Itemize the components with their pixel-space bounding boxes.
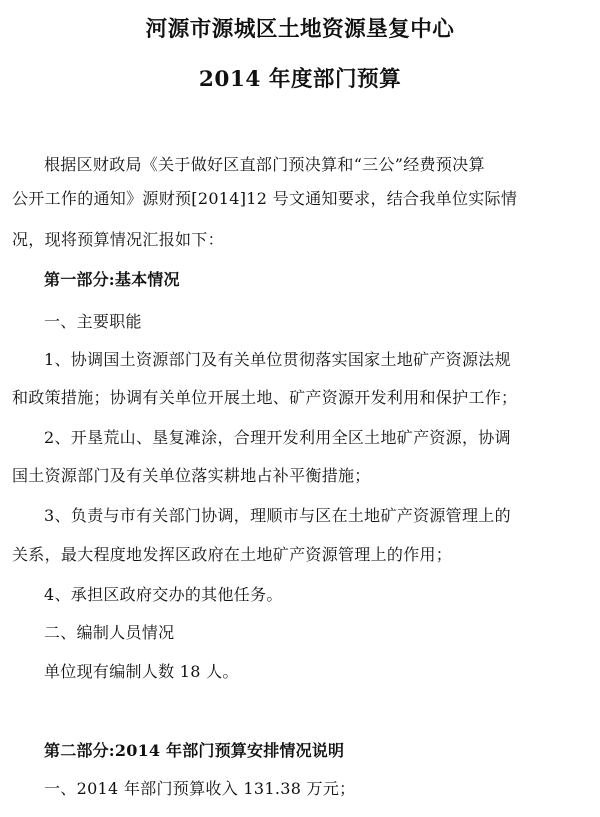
item4: 4、承担区政府交办的其他任务。 — [44, 585, 283, 604]
part2-heading: 第二部分:2014 年部门预算安排情况说明 — [44, 741, 345, 760]
section1-title: 一、主要职能 — [44, 312, 142, 331]
part1-heading: 第一部分:基本情况 — [44, 270, 180, 289]
intro-line-2: 公开工作的通知》源财预[2014]12 号文通知要求，结合我单位实际情 — [12, 189, 518, 208]
item3-line-2: 关系，最大程度地发挥区政府在土地矿产资源管理上的作用； — [12, 545, 453, 564]
part2-item1: 一、2014 年部门预算收入 131.38 万元； — [44, 779, 356, 798]
item3-line-1: 3、负责与市有关部门协调，理顺市与区在土地矿产资源管理上的 — [44, 506, 511, 525]
item2-line-2: 国土资源部门及有关单位落实耕地占补平衡措施； — [12, 466, 371, 485]
intro-line-1: 根据区财政局《关于做好区直部门预决算和“三公”经费预决算 — [44, 155, 485, 174]
section2-title: 二、编制人员情况 — [44, 623, 175, 642]
item2-line-1: 2、开垦荒山、垦复滩涂，合理开发利用全区土地矿产资源，协调 — [44, 428, 511, 447]
item1-line-2: 和政策措施；协调有关单位开展土地、矿产资源开发利用和保护工作； — [12, 388, 518, 407]
item1-line-1: 1、协调国土资源部门及有关单位贯彻落实国家土地矿产资源法规 — [44, 350, 511, 369]
staff-count-text: 单位现有编制人数 18 人。 — [44, 662, 239, 681]
document-title: 河源市源城区土地资源垦复中心 — [145, 17, 455, 42]
intro-line-3: 况，现将预算情况汇报如下： — [12, 230, 224, 249]
document-subtitle: 2014 年度部门预算 — [198, 67, 402, 92]
